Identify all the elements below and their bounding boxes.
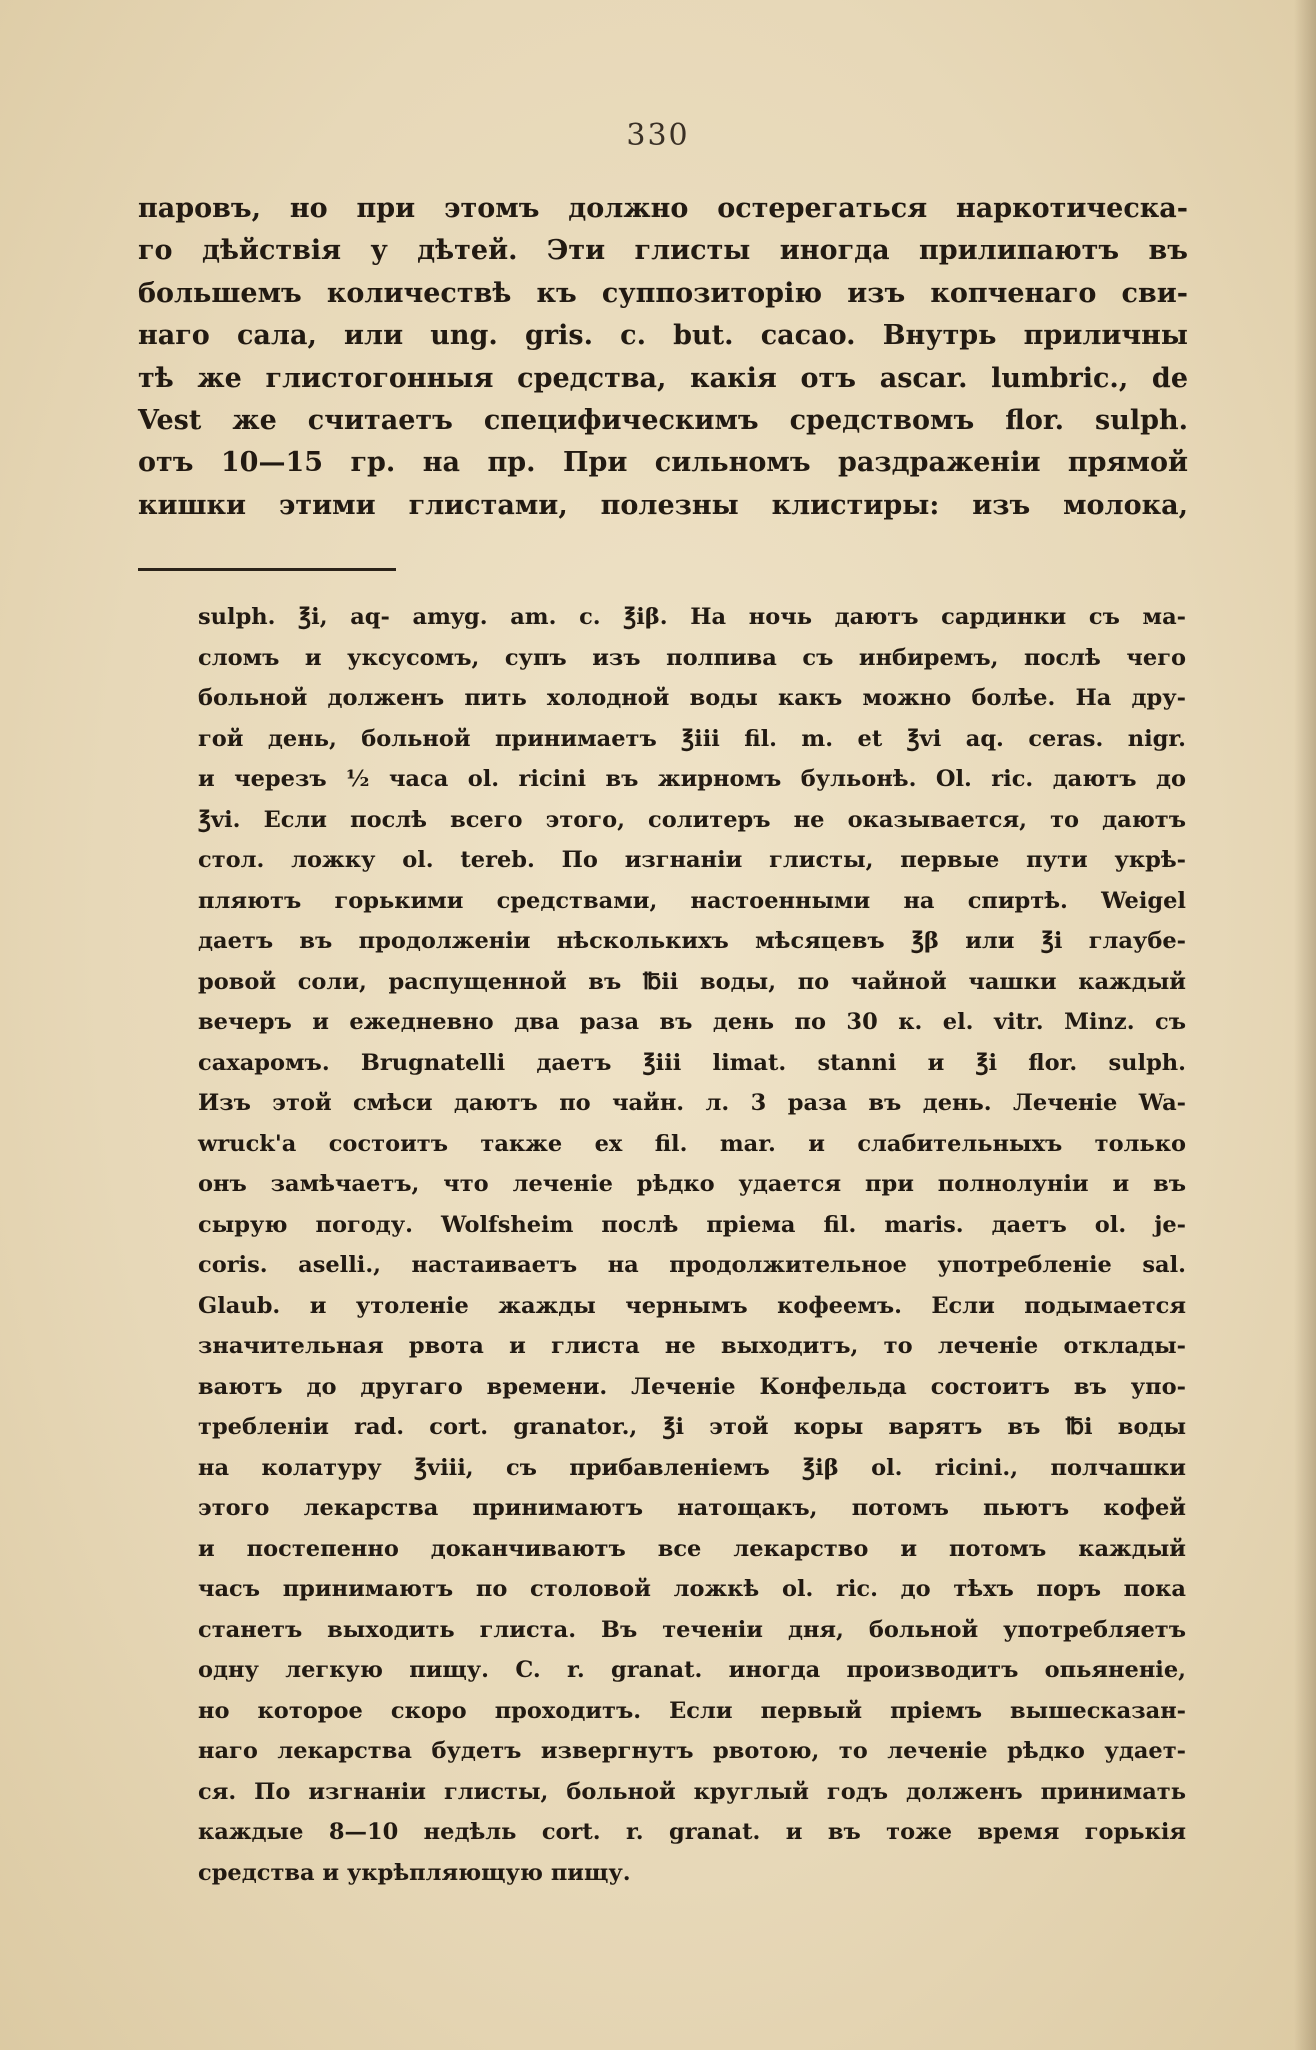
footnote-line: вечеръ и ежедневно два раза въ день по 30 к. el. vitr. Minz. съ: [198, 1009, 1186, 1035]
main-text-line: го дѣйствія у дѣтей. Эти глисты иногда прилипаютъ въ: [138, 235, 1188, 267]
main-text-line: тѣ же глистогонныя средства, какія отъ ascar. lumbric., de: [138, 362, 1188, 394]
footnote-line: станетъ выходить глиста. Въ теченіи дня, больной употребляетъ: [198, 1616, 1186, 1643]
footnote-line: сломъ и уксусомъ, супъ изъ полпива съ инбиремъ, послѣ чего: [198, 644, 1186, 671]
main-text-line: кишки этими глистами, полезны клистиры: изъ молока,: [138, 489, 1188, 521]
main-text-line: наго сала, или ung. gris. c. but. cacao. Внутрь приличны: [138, 320, 1188, 352]
footnote-line: ся. По изгнаніи глисты, больной круглый годъ долженъ принимать: [198, 1778, 1186, 1805]
footnote-line: сырую погоду. Wolfsheim послѣ пріема fil. maris. даетъ ol. je-: [198, 1211, 1186, 1238]
footnote-line: каждые 8—10 недѣль cort. r. granat. и въ тоже время горькія: [198, 1819, 1186, 1845]
footnote-line: часъ принимаютъ по столовой ложкѣ ol. ric. до тѣхъ поръ пока: [198, 1576, 1186, 1602]
footnote-separator-rule: [138, 568, 396, 571]
footnote-line: этого лекарства принимаютъ натощакъ, потомъ пьютъ кофей: [198, 1495, 1186, 1521]
footnote-line: сахаромъ. Brugnatelli даетъ ℥iii limat. stanni и ℥i flor. sulph.: [198, 1049, 1186, 1076]
main-text-line: Vest же считаетъ специфическимъ средствомъ flor. sulph.: [138, 405, 1188, 437]
footnote-line: гой день, больной принимаетъ ℥iii fil. m. et ℥vi aq. ceras. nigr.: [198, 725, 1186, 752]
footnote-line: одну легкую пищу. C. r. granat. иногда производитъ опьяненіе,: [198, 1657, 1186, 1683]
footnote-line: и постепенно доканчиваютъ все лекарство и потомъ каждый: [198, 1535, 1186, 1562]
page-number: 330: [626, 118, 690, 153]
footnote-line: пляютъ горькими средствами, настоенными на спиртѣ. Weigel: [198, 887, 1186, 914]
main-text-line: большемъ количествѣ къ суппозиторію изъ копченаго сви-: [138, 277, 1188, 309]
footnote-line: значительная рвота и глиста не выходитъ, то леченіе отклады-: [198, 1333, 1186, 1359]
footnote-line: даетъ въ продолженіи нѣсколькихъ мѣсяцевъ ℥β или ℥i глаубе-: [198, 928, 1186, 954]
footnote-line: wruck'а состоитъ также ex fil. mar. и слабительныхъ только: [198, 1130, 1186, 1157]
footnote-line: Glaub. и утоленіе жажды чернымъ кофеемъ. Если подымается: [198, 1292, 1186, 1319]
footnote-line: средства и укрѣпляющую пищу.: [198, 1859, 631, 1886]
footnote-line: ровой соли, распущенной въ ℔ii воды, по чайной чашки каждый: [198, 968, 1186, 995]
footnote-line: требленіи rad. cort. granator., ℥i этой коры варятъ въ ℔i воды: [198, 1414, 1186, 1440]
footnote-line: онъ замѣчаетъ, что леченіе рѣдко удается при полнолуніи и въ: [198, 1171, 1186, 1197]
footnote-line: и черезъ ½ часа ol. ricini въ жирномъ бульонѣ. Ol. ric. даютъ до: [198, 766, 1186, 792]
footnote-line: ℥vi. Если послѣ всего этого, солитеръ не оказывается, то даютъ: [198, 806, 1186, 833]
footnote-line: но которое скоро проходитъ. Если первый пріемъ вышесказан-: [198, 1697, 1186, 1724]
footnote-line: ваютъ до другаго времени. Леченіе Конфельда состоитъ въ упо-: [198, 1373, 1186, 1400]
footnote-line: стол. ложку ol. tereb. По изгнаніи глисты, первые пути укрѣ-: [198, 847, 1186, 873]
footnote-line: больной долженъ пить холодной воды какъ можно болѣе. На дру-: [198, 685, 1186, 711]
main-text-block: [138, 188, 1188, 527]
page-spine-shadow: [1294, 0, 1316, 2050]
main-text-line: паровъ, но при этомъ должно остерегаться наркотическа-: [138, 193, 1188, 224]
footnote-line: на колатуру ℥viii, съ прибавленіемъ ℥iβ ol. ricini., полчашки: [198, 1454, 1186, 1481]
footnote-line: coris. aselli., настаиваетъ на продолжительное употребленіе sal.: [198, 1252, 1186, 1278]
footnote-block: [198, 597, 1186, 1893]
main-text-line: отъ 10—15 гр. на пр. При сильномъ раздраженіи прямой: [138, 447, 1188, 479]
footnote-line: Изъ этой смѣси даютъ по чайн. л. 3 раза въ день. Леченіе Wa-: [198, 1090, 1186, 1116]
footnote-line: sulph. ℥i, aq- amyg. am. c. ℥iβ. На ночь даютъ сардинки съ ма-: [198, 604, 1186, 630]
footnote-line: наго лекарства будетъ извергнутъ рвотою, то леченіе рѣдко удает-: [198, 1738, 1186, 1764]
